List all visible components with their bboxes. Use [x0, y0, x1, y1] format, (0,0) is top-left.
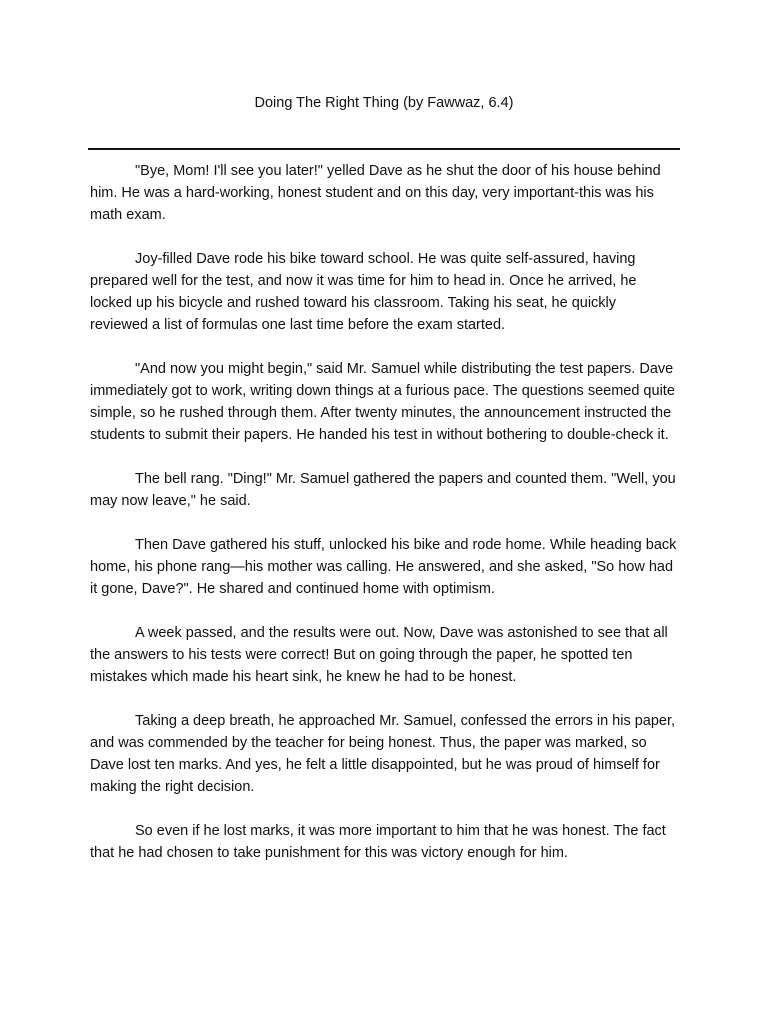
paragraph-6: A week passed, and the results were out. Now, Dave was astonished to see that all the answers to his tests were correct! But on going through the paper, he spotted ten mistakes which made his heart sink, he knew he had to be honest.	[90, 625, 668, 685]
paragraph-7: Taking a deep breath, he approached Mr. Samuel, confessed the errors in his paper, and was commended by the teacher for being honest. Thus, the paper was marked, so Dave lost ten marks. And yes, he felt a little disappointed, but he was proud of himself for making the right decision.	[90, 713, 676, 795]
paragraph-1: "Bye, Mom! I'll see you later!" yelled Dave as he shut the door of his house behind him. He was a hard-working, honest student and on this day, very important-this was his math exam.	[90, 163, 661, 223]
paragraph-4: The bell rang. "Ding!" Mr. Samuel gathered the papers and counted them. "Well, you may now leave," he said.	[90, 471, 676, 509]
document-body	[90, 160, 678, 886]
title-divider	[88, 148, 680, 150]
document-title: Doing The Right Thing (by Fawwaz, 6.4)	[254, 95, 514, 111]
paragraph-8: So even if he lost marks, it was more important to him that he was honest. The fact that he had chosen to take punishment for this was victory enough for him.	[90, 823, 666, 861]
paragraph-3: "And now you might begin," said Mr. Samuel while distributing the test papers. Dave immediately got to work, writing down things at a furious pace. The questions seemed quite simple, so he rushed through them. After twenty minutes, the announcement instructed the students to submit their papers. He handed his test in without bothering to double-check it.	[90, 361, 675, 443]
paragraph-5: Then Dave gathered his stuff, unlocked his bike and rode home. While heading back home, his phone rang—his mother was calling. He answered, and she asked, "So how had it gone, Dave?". He shared and continued home with optimism.	[90, 537, 677, 597]
paragraph-2: Joy-filled Dave rode his bike toward school. He was quite self-assured, having prepared well for the test, and now it was time for him to head in. Once he arrived, he locked up his bicycle and rushed toward his classroom. Taking his seat, he quickly reviewed a list of formulas one last time before the exam started.	[90, 251, 637, 333]
